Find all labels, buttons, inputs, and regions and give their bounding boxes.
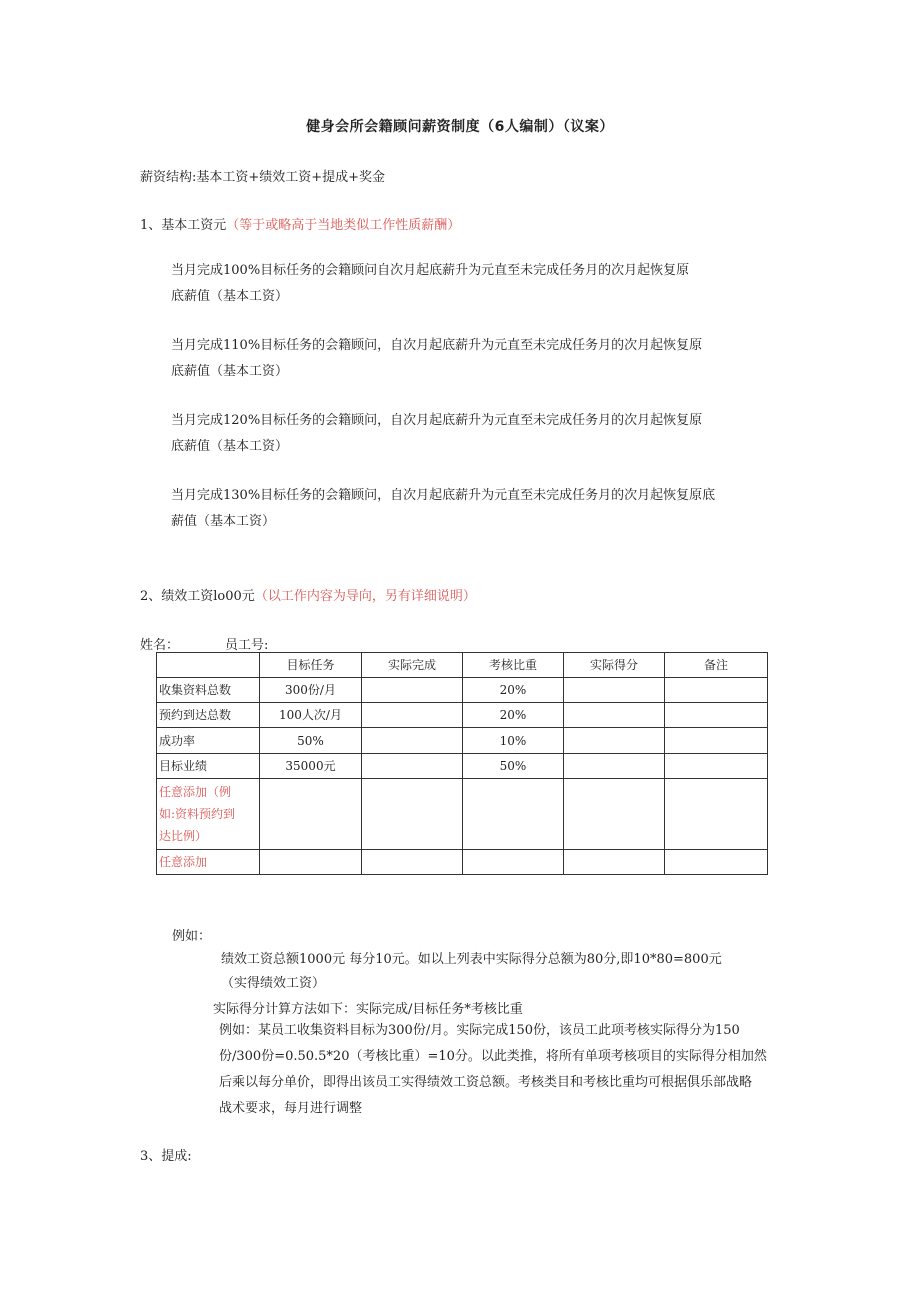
section-1-heading [140, 214, 460, 233]
table-cell-score [564, 728, 665, 754]
table-row [157, 728, 768, 754]
base-pay-item-3-line1: 当月完成120%目标任务的会籍顾问，自次月起底薪升为元直至未完成任务月的次月起恢复原 [171, 413, 703, 428]
example-detail-line: 份/300份=0.50.5*20（考核比重）=10分。以此类推，将所有单项考核项目的实际得分相加然 [219, 1049, 767, 1064]
table-cell-target: 100人次/月 [260, 703, 362, 728]
example-detail-line: 战术要求，每月进行调整 [219, 1101, 363, 1116]
section-1-note: （等于或略高于当地类似工作性质薪酬） [226, 218, 461, 233]
section-3-heading: 3、提成: [140, 1149, 192, 1164]
table-cell-score [564, 850, 665, 875]
table-header: 考核比重 [463, 653, 564, 678]
table-row [157, 779, 768, 850]
base-pay-item-2-line1: 当月完成110%目标任务的会籍顾问，自次月起底薪升为元直至未完成任务月的次月起恢复原 [171, 338, 703, 353]
table-cell-note [665, 728, 768, 754]
table-cell-item-line: 如:资料预约到 [159, 807, 236, 821]
base-pay-item-1 [171, 258, 689, 310]
table-cell-score [564, 779, 665, 850]
table-header: 目标任务 [260, 653, 362, 678]
table-cell-item: 目标业绩 [157, 754, 260, 779]
example-line-2: （实得绩效工资） [221, 976, 326, 991]
table-cell-item: 成功率 [157, 728, 260, 754]
table-row [157, 754, 768, 779]
table-cell-weight: 50% [463, 754, 564, 779]
base-pay-item-2 [171, 333, 702, 385]
name-label: 姓名： [140, 638, 180, 653]
base-pay-item-1-line2: 底薪值（基本工资） [171, 289, 289, 304]
table-header: 备注 [665, 653, 768, 678]
table-cell-actual [362, 850, 463, 875]
table-cell-actual [362, 678, 463, 703]
example-detail-line: 后乘以每分单价，即得出该员工实得绩效工资总额。考核类目和考核比重均可根据俱乐部战略 [219, 1075, 753, 1090]
table-header-row [157, 653, 768, 678]
section-2-title: 2、绩效工资lo00元 [140, 589, 255, 604]
base-pay-item-4 [171, 483, 715, 535]
table-header: 实际得分 [564, 653, 665, 678]
salary-structure: 薪资结构:基本工资+绩效工资+提成+奖金 [140, 170, 386, 185]
table-header: 实际完成 [362, 653, 463, 678]
section-1-title: 1、基本工资元 [140, 218, 227, 233]
table-cell-actual [362, 754, 463, 779]
table-cell-actual [362, 779, 463, 850]
table-row [157, 703, 768, 728]
table-cell-target: 50% [260, 728, 362, 754]
table-cell-target: 300份/月 [260, 678, 362, 703]
table-cell-target: 35000元 [260, 754, 362, 779]
table-cell-target [260, 779, 362, 850]
table-cell-weight [463, 850, 564, 875]
base-pay-item-1-line1: 当月完成100%目标任务的会籍顾问自次月起底薪升为元直至未完成任务月的次月起恢复原 [171, 263, 690, 278]
example-detail [219, 1018, 767, 1122]
table-cell-item-line: 任意添加（例 [159, 785, 232, 799]
table-cell-item: 收集资料总数 [157, 678, 260, 703]
page-title: 健身会所会籍顾问薪资制度（6人编制）（议案） [306, 119, 614, 135]
base-pay-item-4-line2: 薪值（基本工资） [171, 514, 276, 529]
base-pay-item-3 [171, 408, 702, 460]
base-pay-item-2-line2: 底薪值（基本工资） [171, 364, 289, 379]
table-cell-weight [463, 779, 564, 850]
performance-table [156, 652, 768, 875]
base-pay-item-4-line1: 当月完成130%目标任务的会籍顾问，自次月起底薪升为元直至未完成任务月的次月起恢复原底 [171, 488, 716, 503]
table-cell-item: 预约到达总数 [157, 703, 260, 728]
table-cell-target [260, 850, 362, 875]
calculation-method: 实际得分计算方法如下：实际完成/目标任务*考核比重 [213, 1002, 523, 1017]
table-cell-note [665, 850, 768, 875]
table-cell-score [564, 754, 665, 779]
example-detail-line: 例如：某员工收集资料目标为300份/月。实际完成150份，该员工此项考核实际得分为150 [219, 1023, 740, 1038]
table-cell-item [157, 779, 260, 850]
table-cell-score [564, 678, 665, 703]
table-cell-weight: 20% [463, 703, 564, 728]
table-cell-note [665, 678, 768, 703]
table-cell-note [665, 754, 768, 779]
table-cell-score [564, 703, 665, 728]
example-label: 例如： [172, 929, 212, 944]
table-cell-item: 任意添加 [157, 850, 260, 875]
section-2-note: （以工作内容为导向，另有详细说明） [254, 589, 476, 604]
table-cell-actual [362, 703, 463, 728]
example-line-1: 绩效工资总额1000元 每分10元。如以上列表中实际得分总额为80分,即10*80=800元 [221, 952, 722, 967]
table-row [157, 850, 768, 875]
table-cell-weight: 20% [463, 678, 564, 703]
table-cell-weight: 10% [463, 728, 564, 754]
table-row [157, 678, 768, 703]
table-header [157, 653, 260, 678]
table-cell-note [665, 703, 768, 728]
table-cell-actual [362, 728, 463, 754]
table-cell-item-line: 达比例） [159, 829, 208, 843]
table-cell-note [665, 779, 768, 850]
employee-no-label: 员工号: [225, 638, 269, 653]
section-2-heading [140, 585, 476, 604]
base-pay-item-3-line2: 底薪值（基本工资） [171, 439, 289, 454]
